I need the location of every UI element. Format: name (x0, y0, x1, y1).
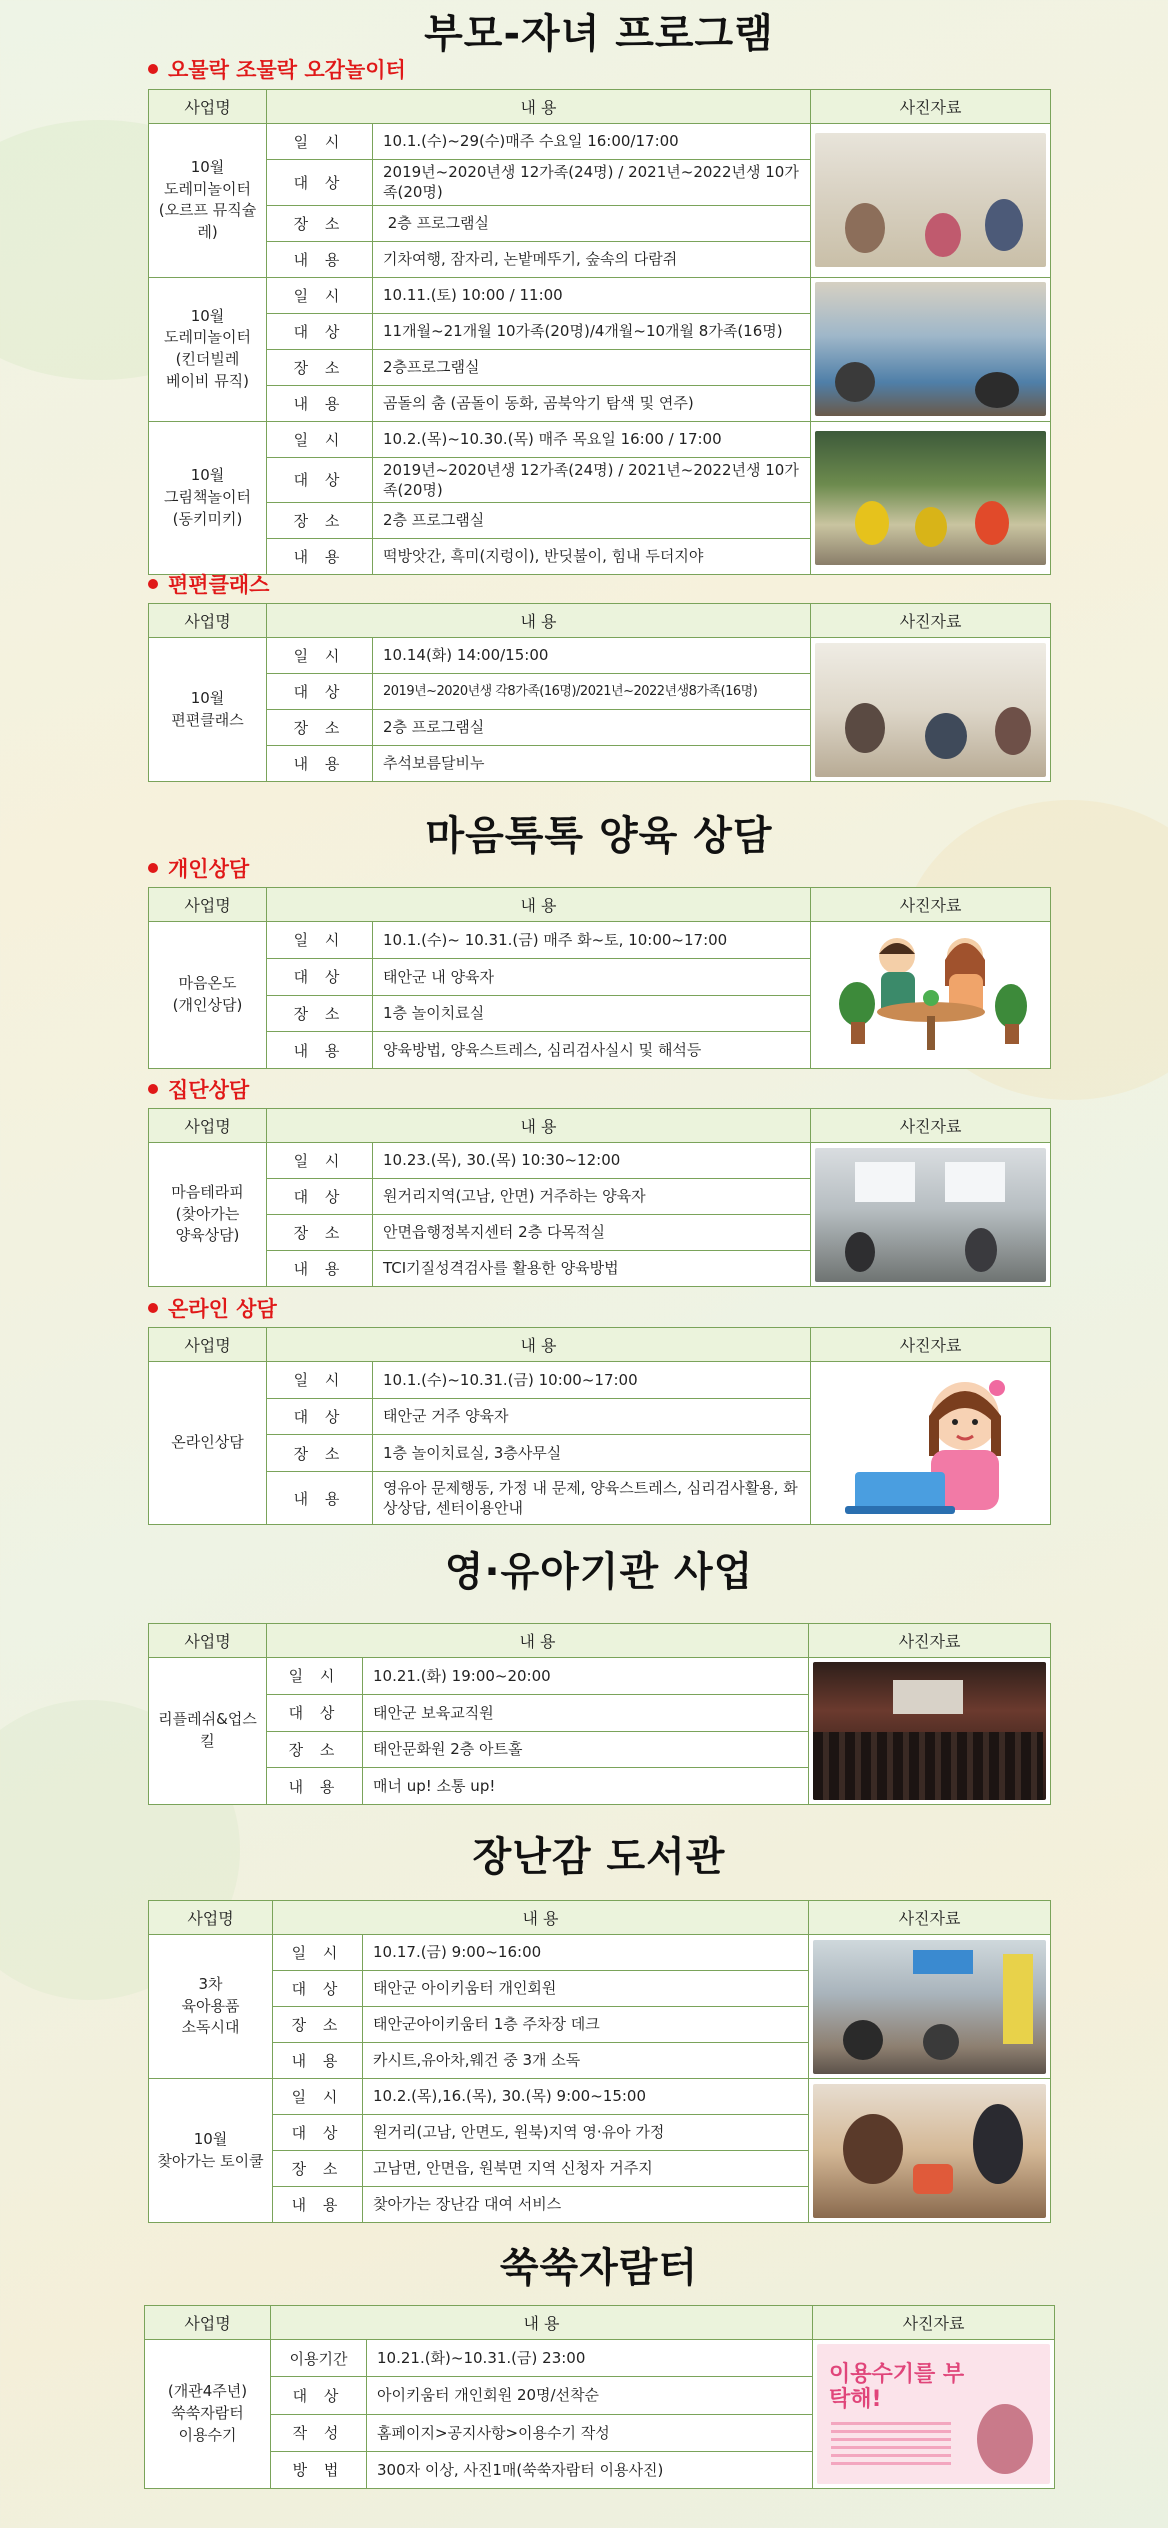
label-content: 내 용 (267, 746, 373, 782)
table-individual (148, 887, 1051, 1069)
value-date: 10.1.(수)~ 10.31.(금) 매주 화~토, 10:00~17:00 (373, 922, 811, 959)
bullet-icon (148, 1084, 158, 1094)
label-content: 내 용 (267, 241, 373, 277)
subhead-label: 집단상담 (168, 1078, 250, 1102)
value-content: TCI기질성격검사를 활용한 양육방법 (373, 1251, 811, 1287)
subhead-individual (148, 853, 249, 883)
value-method: 300자 이상, 사진1매(쑥쑥자람터 이용사진) (367, 2451, 813, 2488)
value-date: 10.23.(목), 30.(목) 10:30~12:00 (373, 1143, 811, 1179)
value-date: 10.11.(토) 10:00 / 11:00 (373, 277, 811, 313)
label-place: 장 소 (267, 1731, 363, 1768)
value-date: 10.1.(수)~10.31.(금) 10:00~17:00 (373, 1362, 811, 1399)
value-content: 영유아 문제행동, 가정 내 문제, 양육스트레스, 심리검사활용, 화상상담, 센터이용안내 (373, 1472, 811, 1525)
subhead-group (148, 1074, 249, 1104)
value-date: 10.1.(수)~29(수)매주 수요일 16:00/17:00 (373, 124, 811, 160)
bullet-icon (148, 64, 158, 74)
photo-cell (809, 1658, 1051, 1805)
header-program-name: 사업명 (149, 90, 267, 124)
bullet-icon (148, 579, 158, 589)
value-place: 1층 놀이치료실, 3층사무실 (373, 1435, 811, 1472)
value-place: 태안군아이키움터 1층 주차장 데크 (363, 2007, 809, 2043)
header-content: 내 용 (267, 1109, 811, 1143)
label-target: 대 상 (273, 1971, 363, 2007)
subhead-label: 편편클래스 (168, 573, 270, 597)
label-place: 장 소 (267, 995, 373, 1032)
label-date: 일 시 (267, 1143, 373, 1179)
table-institution (148, 1623, 1051, 1805)
label-place: 장 소 (267, 710, 373, 746)
label-target: 대 상 (267, 1179, 373, 1215)
header-program-name: 사업명 (149, 1109, 267, 1143)
value-target: 2019년~2020년생 각8가족(16명)/2021년~2022년생8가족(16명) (373, 674, 811, 710)
program-name: 10월 찾아가는 토이쿨 (149, 2079, 273, 2223)
photo-cell (811, 922, 1051, 1069)
subhead-online (148, 1293, 277, 1323)
value-place: 2층프로그램실 (373, 349, 811, 385)
program-photo (813, 1940, 1046, 2074)
program-name: 온라인상담 (149, 1362, 267, 1525)
value-target: 원거리지역(고남, 안면) 거주하는 양육자 (373, 1179, 811, 1215)
table-row (149, 1658, 1051, 1695)
photo-cell (811, 277, 1051, 421)
table-row (149, 124, 1051, 160)
program-photo (815, 282, 1046, 416)
value-target: 원거리(고남, 안면도, 원북)지역 영·유아 가정 (363, 2115, 809, 2151)
label-target: 대 상 (267, 160, 373, 206)
header-program-name: 사업명 (145, 2306, 271, 2340)
label-target: 대 상 (267, 1694, 363, 1731)
header-photo: 사진자료 (809, 1624, 1051, 1658)
program-photo (815, 1148, 1046, 1282)
value-write: 홈페이지>공지사항>이용수기 작성 (367, 2414, 813, 2451)
label-date: 일 시 (273, 2079, 363, 2115)
label-content: 내 용 (267, 539, 373, 575)
label-date: 일 시 (267, 124, 373, 160)
header-photo: 사진자료 (811, 888, 1051, 922)
program-photo (815, 133, 1046, 267)
subhead-ogam (148, 54, 406, 84)
subhead-pyeon (148, 569, 269, 599)
poster-title: 이용수기를 부탁해! (829, 2362, 965, 2413)
program-photo (815, 431, 1046, 565)
label-content: 내 용 (267, 1768, 363, 1805)
label-period: 이용기간 (271, 2340, 367, 2377)
table-row (149, 1362, 1051, 1399)
label-place: 장 소 (273, 2151, 363, 2187)
counseling-illustration-icon (815, 926, 1045, 1060)
value-content: 곰돌의 춤 (곰돌이 동화, 곰북악기 탐색 및 연주) (373, 385, 811, 421)
program-name: 10월 도레미놀이터 (킨더빌레 베이비 뮤직) (149, 277, 267, 421)
header-program-name: 사업명 (149, 888, 267, 922)
label-content: 내 용 (267, 1251, 373, 1287)
value-date: 10.21.(화) 19:00~20:00 (363, 1658, 809, 1695)
value-place: 2층 프로그램실 (373, 710, 811, 746)
photo-cell (811, 421, 1051, 575)
value-target: 11개월~21개월 10가족(20명)/4개월~10개월 8가족(16명) (373, 313, 811, 349)
photo-cell (813, 2340, 1055, 2489)
program-photo (813, 2084, 1046, 2218)
label-date: 일 시 (267, 1658, 363, 1695)
value-date: 10.2.(목),16.(목), 30.(목) 9:00~15:00 (363, 2079, 809, 2115)
header-program-name: 사업명 (149, 1328, 267, 1362)
label-place: 장 소 (267, 349, 373, 385)
label-target: 대 상 (273, 2115, 363, 2151)
program-photo (815, 643, 1046, 777)
label-write: 작 성 (271, 2414, 367, 2451)
program-name: 마음테라피 (찾아가는 양육상담) (149, 1143, 267, 1287)
label-content: 내 용 (267, 1032, 373, 1069)
online-counseling-illustration-icon (815, 1366, 1045, 1516)
table-header-row (145, 2306, 1055, 2340)
section-title-parent-child: 부모-자녀 프로그램 (424, 11, 774, 57)
photo-cell (811, 1362, 1051, 1525)
value-content: 찾아가는 장난감 대여 서비스 (363, 2187, 809, 2223)
label-date: 일 시 (273, 1935, 363, 1971)
header-program-name: 사업명 (149, 604, 267, 638)
table-row (145, 2340, 1055, 2377)
value-place: 고남면, 안면읍, 원북면 지역 신청자 거주지 (363, 2151, 809, 2187)
program-name: 리플레쉬&업스킬 (149, 1658, 267, 1805)
subhead-label: 온라인 상담 (168, 1297, 277, 1321)
value-target: 아이키움터 개인회원 20명/선착순 (367, 2377, 813, 2414)
label-date: 일 시 (267, 922, 373, 959)
program-name: 3차 육아용품 소독시대 (149, 1935, 273, 2079)
section-title-toylib: 장난감 도서관 (472, 1834, 726, 1880)
value-period: 10.21.(화)~10.31.(금) 23:00 (367, 2340, 813, 2377)
value-content: 기차여행, 잠자리, 논밭메뚜기, 숲속의 다람쥐 (373, 241, 811, 277)
program-photo (817, 2344, 1050, 2484)
table-row (149, 277, 1051, 313)
value-place: 1층 놀이치료실 (373, 995, 811, 1032)
label-date: 일 시 (267, 421, 373, 457)
table-header-row (149, 1109, 1051, 1143)
program-name: 마음온도 (개인상담) (149, 922, 267, 1069)
value-place: 태안문화원 2층 아트홀 (363, 1731, 809, 1768)
photo-cell (809, 2079, 1051, 2223)
table-header-row (149, 604, 1051, 638)
value-place: 2층 프로그램실 (373, 503, 811, 539)
table-row (149, 421, 1051, 457)
table-row (149, 1935, 1051, 1971)
photo-cell (811, 638, 1051, 782)
program-name: 10월 도레미놀이터 (오르프 뮤직슐레) (149, 124, 267, 278)
label-place: 장 소 (267, 503, 373, 539)
program-name: (개관4주년) 쑥쑥자람터 이용수기 (145, 2340, 271, 2489)
label-date: 일 시 (267, 638, 373, 674)
label-place: 장 소 (267, 205, 373, 241)
table-ogam (148, 89, 1051, 575)
table-row (149, 922, 1051, 959)
bullet-icon (148, 863, 158, 873)
bullet-icon (148, 1303, 158, 1313)
table-header-row (149, 1328, 1051, 1362)
photo-cell (811, 1143, 1051, 1287)
label-target: 대 상 (267, 1398, 373, 1435)
table-pyeon (148, 603, 1051, 782)
label-content: 내 용 (267, 1472, 373, 1525)
subhead-label: 개인상담 (168, 857, 250, 881)
value-content: 카시트,유아차,웨건 중 3개 소독 (363, 2043, 809, 2079)
value-target: 2019년~2020년생 12가족(24명) / 2021년~2022년생 10가족(20명) (373, 457, 811, 503)
value-content: 양육방법, 양육스트레스, 심리검사실시 및 해석등 (373, 1032, 811, 1069)
label-target: 대 상 (267, 674, 373, 710)
header-content: 내 용 (267, 888, 811, 922)
value-content: 추석보름달비누 (373, 746, 811, 782)
value-target: 태안군 보육교직원 (363, 1694, 809, 1731)
table-online (148, 1327, 1051, 1525)
value-date: 10.2.(목)~10.30.(목) 매주 목요일 16:00 / 17:00 (373, 421, 811, 457)
header-photo: 사진자료 (811, 1109, 1051, 1143)
label-target: 대 상 (271, 2377, 367, 2414)
table-header-row (149, 1901, 1051, 1935)
label-place: 장 소 (267, 1435, 373, 1472)
table-toylib (148, 1900, 1051, 2223)
header-photo: 사진자료 (811, 1328, 1051, 1362)
table-header-row (149, 888, 1051, 922)
label-target: 대 상 (267, 457, 373, 503)
label-content: 내 용 (273, 2187, 363, 2223)
value-content: 떡방앗간, 흑미(지렁이), 반딧불이, 힘내 두더지야 (373, 539, 811, 575)
header-photo: 사진자료 (813, 2306, 1055, 2340)
photo-cell (811, 124, 1051, 278)
value-place: 안면읍행정복지센터 2층 다목적실 (373, 1215, 811, 1251)
program-name: 10월 편편클래스 (149, 638, 267, 782)
label-date: 일 시 (267, 277, 373, 313)
value-place: 2층 프로그램실 (373, 205, 811, 241)
label-content: 내 용 (273, 2043, 363, 2079)
header-content: 내 용 (267, 1328, 811, 1362)
header-photo: 사진자료 (809, 1901, 1051, 1935)
header-photo: 사진자료 (811, 90, 1051, 124)
value-target: 태안군 내 양육자 (373, 958, 811, 995)
value-content: 매너 up! 소통 up! (363, 1768, 809, 1805)
label-content: 내 용 (267, 385, 373, 421)
section-title-playroom: 쑥쑥자람터 (499, 2245, 699, 2291)
table-header-row (149, 90, 1051, 124)
label-target: 대 상 (267, 313, 373, 349)
header-program-name: 사업명 (149, 1901, 273, 1935)
header-program-name: 사업명 (149, 1624, 267, 1658)
header-content: 내 용 (267, 90, 811, 124)
table-row (149, 2079, 1051, 2115)
table-header-row (149, 1624, 1051, 1658)
subhead-label: 오물락 조물락 오감놀이터 (168, 58, 406, 82)
value-date: 10.14(화) 14:00/15:00 (373, 638, 811, 674)
label-place: 장 소 (273, 2007, 363, 2043)
value-target: 2019년~2020년생 12가족(24명) / 2021년~2022년생 10가족(20명) (373, 160, 811, 206)
label-target: 대 상 (267, 958, 373, 995)
label-place: 장 소 (267, 1215, 373, 1251)
header-content: 내 용 (273, 1901, 809, 1935)
value-target: 태안군 거주 양육자 (373, 1398, 811, 1435)
section-title-institution: 영·유아기관 사업 (444, 1549, 754, 1595)
program-photo (813, 1662, 1046, 1800)
table-row (149, 1143, 1051, 1179)
program-name: 10월 그림책놀이터 (동키미키) (149, 421, 267, 575)
table-playroom (144, 2305, 1055, 2489)
label-date: 일 시 (267, 1362, 373, 1399)
value-target: 태안군 아이키움터 개인회원 (363, 1971, 809, 2007)
section-title-counsel: 마음톡톡 양육 상담 (425, 813, 773, 859)
header-content: 내 용 (267, 1624, 809, 1658)
label-method: 방 법 (271, 2451, 367, 2488)
header-content: 내 용 (267, 604, 811, 638)
header-photo: 사진자료 (811, 604, 1051, 638)
photo-cell (809, 1935, 1051, 2079)
table-row (149, 638, 1051, 674)
value-date: 10.17.(금) 9:00~16:00 (363, 1935, 809, 1971)
header-content: 내 용 (271, 2306, 813, 2340)
table-group (148, 1108, 1051, 1287)
